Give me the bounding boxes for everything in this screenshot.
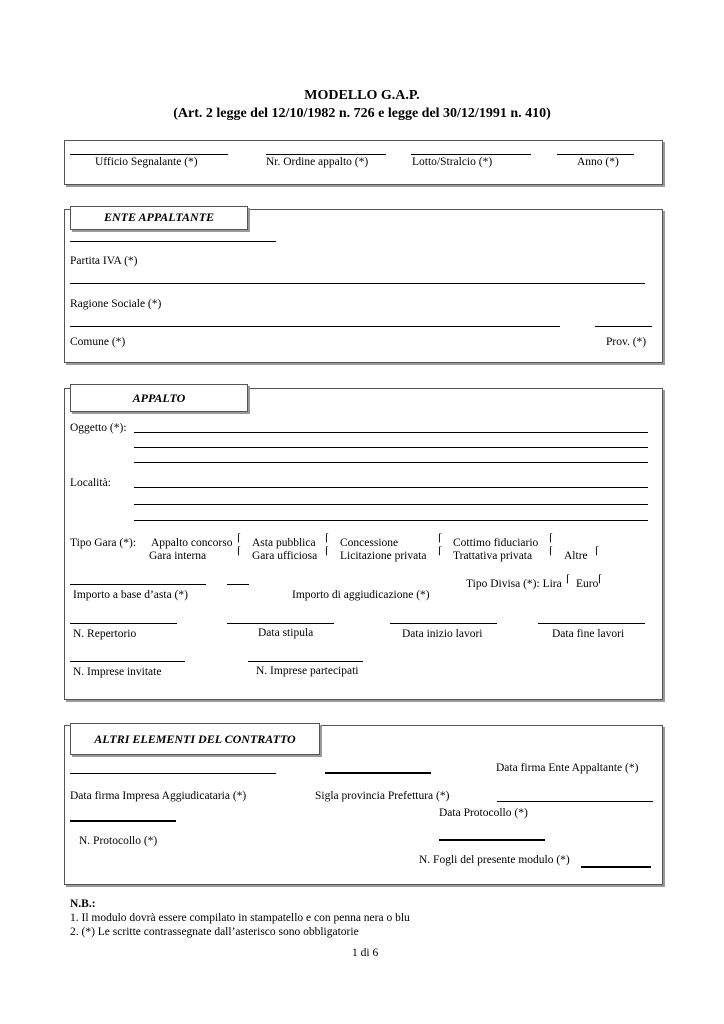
checkbox-cottimo-fiduciario[interactable]: ⌈ <box>549 533 553 544</box>
ordine-label: Nr. Ordine appalto (*) <box>266 156 369 168</box>
data-protocollo-label: Data Protocollo (*) <box>439 807 528 819</box>
option-gara-interna[interactable]: Gara interna <box>149 550 207 562</box>
option-appalto-concorso[interactable]: Appalto concorso <box>151 537 233 549</box>
checkbox-euro[interactable]: ⌈ <box>598 574 602 585</box>
checkbox-lira[interactable]: ⌈ <box>566 574 570 585</box>
checkbox-gara-ufficiosa[interactable]: ⌈ <box>325 546 329 557</box>
data-protocollo-line[interactable] <box>439 839 545 841</box>
data-fine-label: Data fine lavori <box>552 628 625 640</box>
checkbox-trattativa-privata[interactable]: ⌈ <box>549 546 553 557</box>
option-licitazione-privata[interactable]: Licitazione privata <box>340 550 427 562</box>
oggetto-label: Oggetto (*): <box>70 422 127 434</box>
sigla-provincia-label: Sigla provincia Prefettura (*) <box>315 790 450 802</box>
note-line-2: 2. (*) Le scritte contrassegnate dall’asterisco sono obbligatorie <box>70 926 359 938</box>
data-inizio-line[interactable] <box>390 623 497 624</box>
n-protocollo-line[interactable] <box>70 820 176 822</box>
ufficio-label: Ufficio Segnalante (*) <box>95 156 198 168</box>
notes-heading: N.B.: <box>70 898 96 910</box>
importo-aggiudicazione-label: Importo di aggiudicazione (*) <box>292 589 430 601</box>
option-asta-pubblica[interactable]: Asta pubblica <box>252 537 316 549</box>
lotto-line[interactable] <box>411 154 531 155</box>
imprese-invitate-line[interactable] <box>70 661 185 662</box>
repertorio-line[interactable] <box>70 623 177 624</box>
anno-line[interactable] <box>557 154 634 155</box>
data-stipula-label: Data stipula <box>258 627 314 639</box>
data-fine-line[interactable] <box>538 623 645 624</box>
localita-line-3[interactable] <box>134 520 648 521</box>
repertorio-label: N. Repertorio <box>73 628 137 640</box>
checkbox-altre[interactable]: ⌈ <box>595 546 599 557</box>
oggetto-line-1[interactable] <box>134 432 648 433</box>
tipo-gara-label: Tipo Gara (*): <box>70 537 137 549</box>
option-gara-ufficiosa[interactable]: Gara ufficiosa <box>252 550 318 562</box>
data-firma-impresa-line[interactable] <box>70 773 276 774</box>
ente-appaltante-tab: ENTE APPALTANTE <box>70 206 248 230</box>
checkbox-gara-interna[interactable]: ⌈ <box>237 546 241 557</box>
ente-appaltante-section <box>64 209 663 363</box>
lotto-label: Lotto/Stralcio (*) <box>412 156 493 168</box>
n-fogli-line[interactable] <box>581 866 651 868</box>
form-title: MODELLO G.A.P. <box>304 88 420 103</box>
oggetto-line-3[interactable] <box>134 462 648 463</box>
sigla-provincia-line[interactable] <box>325 772 431 774</box>
checkbox-licitazione-privata[interactable]: ⌈ <box>438 546 442 557</box>
checkbox-asta-pubblica[interactable]: ⌈ <box>325 533 329 544</box>
oggetto-line-2[interactable] <box>134 447 648 448</box>
tipo-divisa-label: Tipo Divisa (*): Lira <box>466 578 562 590</box>
data-firma-ente-label: Data firma Ente Appaltante (*) <box>496 762 639 774</box>
partita-iva-label: Partita IVA (*) <box>70 255 138 267</box>
imprese-partecipati-line[interactable] <box>248 661 363 662</box>
data-inizio-label: Data inizio lavori <box>402 628 483 640</box>
localita-label: Località: <box>70 477 111 489</box>
partita-iva-line[interactable] <box>70 241 276 242</box>
checkbox-appalto-concorso[interactable]: ⌈ <box>237 533 241 544</box>
imprese-partecipati-label: N. Imprese partecipati <box>256 665 359 677</box>
ordine-line[interactable] <box>266 154 386 155</box>
importo-base-line[interactable] <box>70 584 206 585</box>
page-number: 1 di 6 <box>352 947 379 959</box>
ragione-sociale-label: Ragione Sociale (*) <box>70 298 162 310</box>
data-firma-ente-line[interactable] <box>497 801 653 802</box>
localita-line-2[interactable] <box>134 504 648 505</box>
ragione-sociale-line[interactable] <box>70 283 645 284</box>
option-altre[interactable]: Altre <box>564 550 588 562</box>
importo-aggiudicazione-line[interactable] <box>227 584 249 585</box>
euro-label: Euro <box>576 578 599 590</box>
appalto-tab: APPALTO <box>70 384 248 412</box>
data-stipula-line[interactable] <box>227 623 334 624</box>
comune-label: Comune (*) <box>70 336 126 348</box>
n-fogli-label: N. Fogli del presente modulo (*) <box>419 854 570 866</box>
prov-line[interactable] <box>595 326 652 327</box>
note-line-1: 1. Il modulo dovrà essere compilato in stampatello e con penna nera o blu <box>70 912 410 924</box>
importo-base-label: Importo a base d’asta (*) <box>73 589 188 601</box>
ufficio-line[interactable] <box>70 154 228 155</box>
option-cottimo-fiduciario[interactable]: Cottimo fiduciario <box>453 537 539 549</box>
option-concessione[interactable]: Concessione <box>340 537 399 549</box>
data-firma-impresa-label: Data firma Impresa Aggiudicataria (*) <box>70 790 247 802</box>
localita-line-1[interactable] <box>134 487 648 488</box>
comune-line[interactable] <box>70 326 560 327</box>
altri-elementi-tab: ALTRI ELEMENTI DEL CONTRATTO <box>70 723 320 755</box>
imprese-invitate-label: N. Imprese invitate <box>73 666 162 678</box>
form-subtitle: (Art. 2 legge del 12/10/1982 n. 726 e legge del 30/12/1991 n. 410) <box>173 106 551 121</box>
option-trattativa-privata[interactable]: Trattativa privata <box>453 550 533 562</box>
prov-label: Prov. (*) <box>606 336 647 348</box>
n-protocollo-label: N. Protocollo (*) <box>79 835 158 847</box>
checkbox-concessione[interactable]: ⌈ <box>438 533 442 544</box>
anno-label: Anno (*) <box>577 156 619 168</box>
